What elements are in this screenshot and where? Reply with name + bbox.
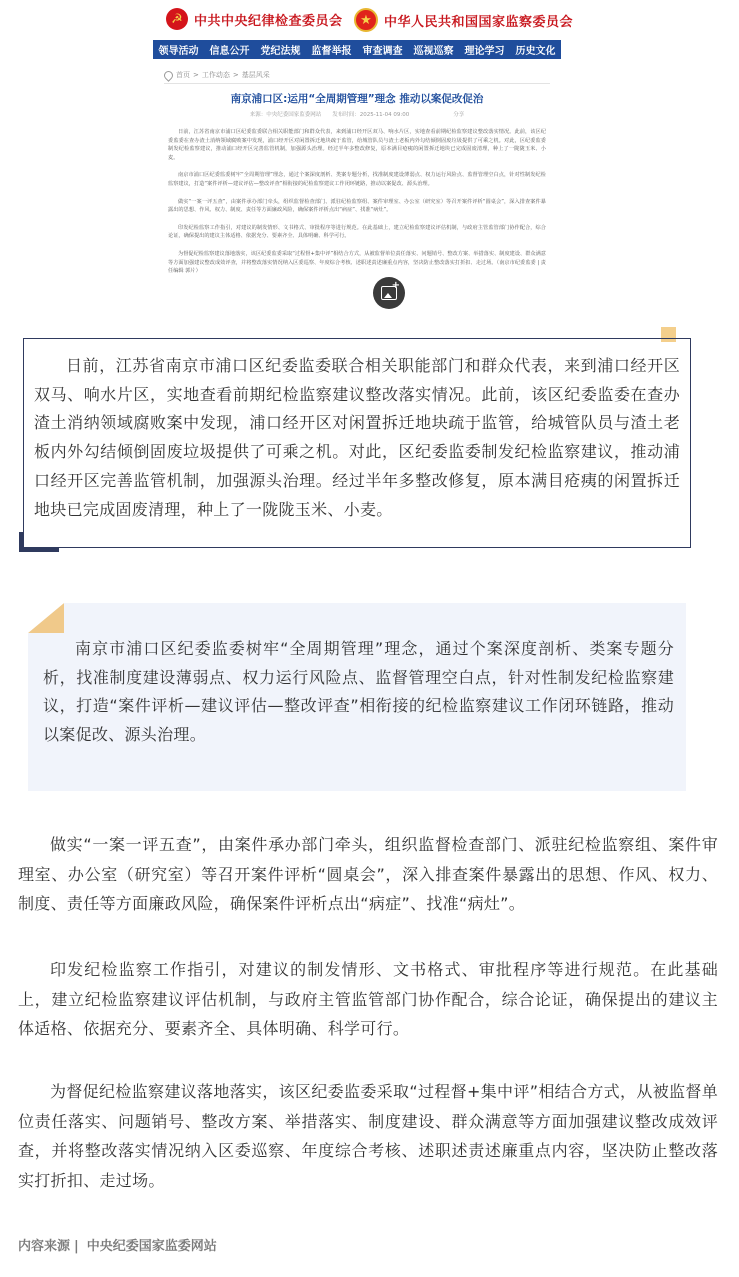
- breadcrumb-separator: >: [193, 71, 199, 79]
- corner-triangle-mask: [28, 603, 64, 633]
- quote-box: [23, 338, 691, 548]
- breadcrumb-item[interactable]: 工作动态: [201, 71, 230, 79]
- body-paragraph: 印发纪检监察工作指引，对建议的制发情形、文书格式、审批程序等进行规范。在此基础上，建立纪检监察建议评估机制，与政府主管监管部门协作配合，综合论证，确保提出的建议主体适格、依据充分、要素齐全、具体明确、科学可行。: [18, 960, 718, 1038]
- quote-text: 日前，江苏省南京市浦口区纪委监委联合相关职能部门和群众代表，来到浦口经开区双马、响水片区，实地查看前期纪检监察建议整改落实情况。此前，该区纪委监委在查办渣土消纳领域腐败案中发现，浦口经开区对闲置拆迁地块疏于监管，给城管队员与渣土老板内外勾结倾倒固废垃圾提供了可乘之机。对此，区纪委监委制发纪检监察建议，推动浦口经开区完善监管机制，加强源头治理。经过半年多整改修复，原本满目疮痍的闲置拆迁地块已完成固废清理，种上了一陇陇玉米、小麦。: [34, 356, 680, 519]
- corner-accent: [19, 548, 59, 552]
- preview-paragraph: 南京市浦口区纪委监委树牢“全周期管理”理念，通过个案深度剖析、类案专题分析，找准制度建设薄弱点、权力运行风险点、监督管理空白点，针对性制发纪检监察建议，打造“案件评析—建议评估—整改评查”相衔接的纪检监察建议工作闭环链路，推动以案促改、源头治理。: [168, 172, 546, 187]
- source-name[interactable]: 中央纪委国家监委网站: [86, 1239, 217, 1254]
- nav-item[interactable]: 巡视巡察: [413, 46, 454, 57]
- logo-nsc-text: 中华人民共和国国家监察委员会: [384, 14, 574, 30]
- nav-item[interactable]: 历史文化: [515, 46, 556, 57]
- nav-item[interactable]: 理论学习: [464, 46, 505, 57]
- highlight-box: [28, 603, 686, 791]
- nav-item[interactable]: 领导活动: [158, 46, 199, 57]
- national-emblem-icon: ★: [354, 8, 378, 32]
- main-nav: [153, 40, 561, 59]
- article-screenshot: [150, 0, 574, 312]
- location-pin-icon: [162, 69, 175, 82]
- breadcrumb-item[interactable]: 基层风采: [241, 71, 270, 79]
- article-meta: 来源：中央纪委国家监委网站 发布时间：2025-11-04 09:00 分享: [249, 112, 465, 118]
- preview-paragraph: 印发纪检监察工作指引，对建议的制发情形、文书格式、审批程序等进行规范。在此基础上，建立纪检监察建议评估机制，与政府主管监管部门协作配合，综合论证，确保提出的建议主体适格、依据充分、要素齐全、具体明确、科学可行。: [168, 224, 546, 240]
- logo-nsc[interactable]: [354, 8, 573, 32]
- preview-paragraph: 为督促纪检监察建议落地落实，该区纪委监委采取“过程督+集中评”相结合方式，从被监督单位责任落实、问题销号、整改方案、举措落实、制度建设、群众满意等方面加强建议整改成效评查，并将整改落实情况纳入区委巡察、年度综合考核、述职述责述廉重点内容，坚决防止整改落实打折扣、走过场。（南京市纪委监委 | 责任编辑 郭片）: [168, 250, 546, 275]
- body-paragraph: 做实“一案一评五查”，由案件承办部门牵头，组织监督检查部门、派驻纪检监察组、案件审理室、办公室（研究室）等召开案件评析“圆桌会”，深入排查案件暴露出的思想、作风、权力、制度、责任等方面廉政风险，确保案件评析点出“病症”、找准“病灶”。: [18, 835, 718, 913]
- nav-item[interactable]: 审查调查: [362, 46, 403, 57]
- preview-paragraph: 做实“一案一评五查”，由案件承办部门牵头，组织监督检查部门、派驻纪检监察组、案件审理室、办公室（研究室）等召开案件评析“圆桌会”，深入排查案件暴露出的思想、作风、权力、制度、责任等方面廉政风险，确保案件评析点出“病症”、找准“病灶”。: [168, 198, 546, 214]
- divider: [164, 83, 550, 84]
- nav-item[interactable]: 监督举报: [311, 46, 352, 57]
- source-separator: |: [74, 1239, 79, 1254]
- body-paragraph: 为督促纪检监察建议落地落实，该区纪委监委采取“过程督+集中评”相结合方式，从被监督单位责任落实、问题销号、整改方案、举措落实、制度建设、群众满意等方面加强建议整改成效评查，并将整改落实情况纳入区委巡察、年度综合考核、述职述责述廉重点内容，坚决防止整改落实打折扣、走过场。: [18, 1082, 718, 1190]
- logo-row: [164, 8, 574, 34]
- breadcrumb: [164, 70, 270, 80]
- party-emblem-icon: ☭: [166, 8, 188, 30]
- nav-item[interactable]: 信息公开: [209, 46, 250, 57]
- logo-ccdi-text: 中共中央纪律检查委员会: [194, 13, 343, 29]
- preview-paragraph: 日前，江苏省南京市浦口区纪委监委联合相关职能部门和群众代表，来到浦口经开区双马、响水片区，实地查看前期纪检监察建议整改落实情况。此前，该区纪委监委在查办渣土消纳领域腐败案中发现，浦口经开区对闲置拆迁地块疏于监管，给城管队员与渣土老板内外勾结倾倒固废垃圾提供了可乘之机。对此，区纪委监委制发纪检监察建议，推动浦口经开区完善监管机制，加强源头治理。经过半年多整改修复，原本满目疮痍的闲置拆迁地块已完成固废清理，种上了一陇陇玉米、小麦。: [168, 129, 546, 161]
- logo-ccdi[interactable]: [166, 8, 343, 30]
- breadcrumb-item[interactable]: 首页: [176, 71, 190, 79]
- highlight-text: 南京市浦口区纪委监委树牢“全周期管理”理念，通过个案深度剖析、类案专题分析，找准制度建设薄弱点、权力运行风险点、监督管理空白点，针对性制发纪检监察建议，打造“案件评析—建议评估—整改评查”相衔接的纪检监察建议工作闭环链路，推动以案促改、源头治理。: [43, 639, 674, 745]
- content-source: [18, 1235, 217, 1254]
- article-title: 南京浦口区:运用“全周期管理”理念 推动以案促改促治: [230, 93, 484, 105]
- breadcrumb-separator: >: [232, 71, 239, 79]
- article-body-preview: [168, 128, 546, 285]
- add-image-button[interactable]: +: [373, 277, 405, 309]
- nav-item[interactable]: 党纪法规: [260, 46, 301, 57]
- source-label: 内容来源: [18, 1239, 71, 1254]
